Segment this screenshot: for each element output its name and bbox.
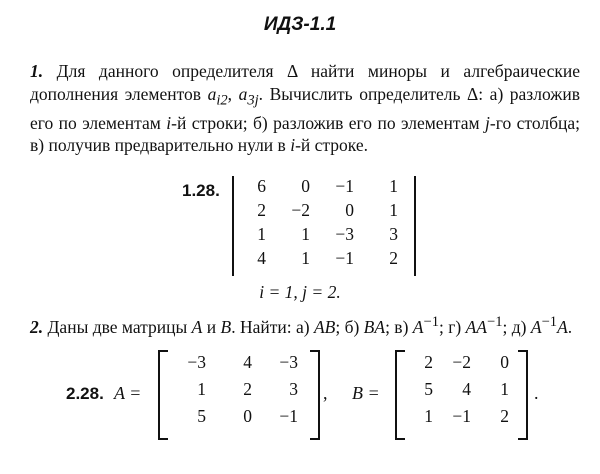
var-i: i bbox=[166, 112, 172, 133]
matrix-b-cell: 1 bbox=[424, 406, 433, 426]
task-2-text-a: Даны две матрицы bbox=[47, 316, 192, 337]
determinant-cell: −1 bbox=[335, 248, 354, 268]
matrices-label: 2.28. bbox=[66, 384, 104, 403]
task-2-text-d: ; в) bbox=[385, 316, 413, 337]
determinant-label: 1.28. bbox=[182, 181, 220, 200]
matrix-b-cell: 0 bbox=[500, 352, 509, 372]
matrix-end: . bbox=[534, 383, 539, 403]
matrix-b-symbol: B bbox=[220, 316, 232, 337]
determinant-cell: 1 bbox=[257, 224, 266, 244]
determinant-cell: 3 bbox=[389, 224, 398, 244]
product-a-ainv: AA bbox=[465, 316, 487, 337]
task-1-text-a: Для данного определителя Δ найти миноры и алгебраические дополнения элементов bbox=[30, 61, 580, 104]
determinant-cell: −1 bbox=[335, 176, 354, 196]
inverse-a: A bbox=[412, 316, 424, 337]
matrix-b-cell: −2 bbox=[452, 352, 471, 372]
matrix-b-cell: 2 bbox=[424, 352, 433, 372]
determinant-cell: 1 bbox=[389, 176, 398, 196]
matrix-b-name: B = bbox=[352, 383, 380, 403]
task-2-and: и bbox=[202, 316, 221, 337]
matrix-a-cell: −3 bbox=[187, 352, 206, 372]
element-a-i2-sub: i2 bbox=[216, 92, 228, 108]
matrix-a-cell: 3 bbox=[289, 379, 298, 399]
element-a-3j: a bbox=[238, 83, 248, 104]
determinant-cell: 0 bbox=[301, 176, 310, 196]
task-1-text-e: -й строке. bbox=[295, 135, 368, 155]
matrix-b-cell: 5 bbox=[424, 379, 433, 399]
task-2-text-b: . Найти: а) bbox=[231, 316, 314, 337]
task-1-text bbox=[30, 60, 580, 157]
task-1-text-c: -й строки; б) разложив его по элементам bbox=[171, 112, 486, 133]
task-2-text-g: . bbox=[567, 316, 573, 337]
element-a-i2: a bbox=[207, 83, 217, 104]
matrix-b-cell: −1 bbox=[452, 406, 471, 426]
matrix-sep: , bbox=[323, 383, 328, 403]
determinant-cell: 4 bbox=[257, 248, 266, 268]
task-1-number: 1. bbox=[30, 61, 44, 81]
task-2-text-f: ; д) bbox=[502, 316, 531, 337]
task-1-comma: , bbox=[227, 83, 239, 104]
product-ab: AB bbox=[313, 316, 336, 337]
matrix-a-right-bracket bbox=[310, 350, 320, 440]
product-ainv-a: A bbox=[530, 316, 542, 337]
task-2-text-e: ; г) bbox=[438, 316, 466, 337]
determinant-cell: 6 bbox=[257, 176, 266, 196]
determinant-cell: 1 bbox=[389, 200, 398, 220]
matrix-a-symbol: A bbox=[191, 316, 203, 337]
product-ainv-a-tail: A bbox=[557, 316, 568, 337]
matrix-b-cell: 1 bbox=[500, 379, 509, 399]
determinant-cell: 2 bbox=[257, 200, 266, 220]
matrix-b-right-bracket bbox=[518, 350, 528, 440]
determinant-cell: 2 bbox=[389, 248, 398, 268]
matrix-a-cell: 5 bbox=[197, 406, 206, 426]
matrix-a-name: A = bbox=[114, 383, 142, 403]
task-2-text-c: ; б) bbox=[335, 316, 364, 337]
matrix-a-cell: 2 bbox=[243, 379, 252, 399]
matrix-a-cell: −1 bbox=[279, 406, 298, 426]
determinant bbox=[232, 176, 416, 276]
task-1-text-b: . Вычислить определитель Δ: а) разложив его по элементам bbox=[30, 83, 580, 133]
inverse-sup: −1 bbox=[423, 314, 439, 330]
matrix-a-cell: 1 bbox=[197, 379, 206, 399]
matrix-a-cell: 0 bbox=[243, 406, 252, 426]
var-j: j bbox=[485, 112, 490, 133]
condition-value: i = 1, j = 2. bbox=[259, 282, 341, 302]
element-a-3j-sub: 3j bbox=[247, 92, 259, 108]
product-ba: BA bbox=[363, 316, 386, 337]
var-i-2: i bbox=[290, 135, 296, 155]
matrix-b-cell: 2 bbox=[500, 406, 509, 426]
task-2-text bbox=[30, 311, 585, 338]
task-2-number: 2. bbox=[30, 316, 44, 337]
determinant-cell: 1 bbox=[301, 224, 310, 244]
matrix-b-cell: 4 bbox=[462, 379, 471, 399]
inverse-sup-3: −1 bbox=[541, 314, 558, 330]
inverse-sup-2: −1 bbox=[487, 314, 503, 330]
determinant-cell: 0 bbox=[345, 200, 354, 220]
page-title: ИДЗ-1.1 bbox=[263, 14, 337, 35]
determinant-cell: 1 bbox=[301, 248, 310, 268]
condition-text bbox=[0, 282, 600, 303]
matrix-a-cell: −3 bbox=[279, 352, 298, 372]
task-1-text-d: -го столбца; в) получив предварительно нули в bbox=[30, 112, 580, 155]
matrix-a-cell: 4 bbox=[243, 352, 252, 372]
determinant-cell: −2 bbox=[291, 200, 310, 220]
determinant-cell: −3 bbox=[335, 224, 354, 244]
